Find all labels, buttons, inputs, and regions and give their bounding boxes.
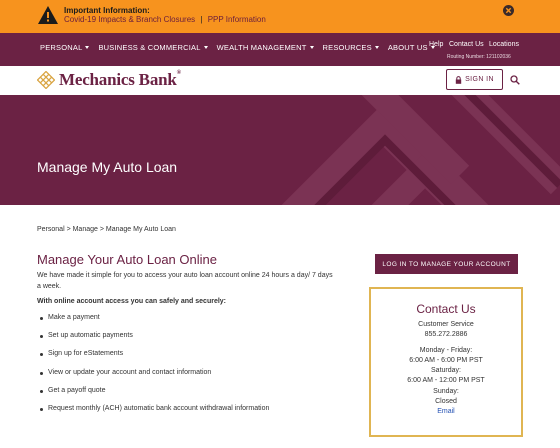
alert-separator: | <box>200 15 203 24</box>
covid-impacts-link[interactable]: Covid-19 Impacts & Branch Closures <box>64 15 196 24</box>
nav-item-about-us[interactable] <box>388 43 435 52</box>
breadcrumb[interactable]: Personal > Manage > Manage My Auto Loan <box>37 226 176 233</box>
search-icon[interactable] <box>510 75 520 85</box>
help-link[interactable]: Help <box>429 41 444 48</box>
page-title: Manage Your Auto Loan Online <box>37 252 217 267</box>
logo-bar <box>0 66 560 95</box>
customer-service-label: Customer Service <box>418 321 474 328</box>
contact-us-link[interactable]: Contact Us <box>449 41 484 48</box>
ppp-information-link[interactable]: PPP Information <box>207 15 266 24</box>
nav-item-resources[interactable] <box>323 43 379 52</box>
nav-item-label: WEALTH MANAGEMENT <box>216 43 307 52</box>
nav-menu <box>40 43 435 52</box>
warning-triangle-icon <box>38 6 58 24</box>
sunday-hours: Closed <box>435 398 457 406</box>
hero-banner <box>0 95 560 205</box>
sign-in-label: SIGN IN <box>465 76 494 83</box>
features-subheading: With online account access you can safely and securely: <box>37 298 227 305</box>
features-list <box>40 314 269 423</box>
weekday-hours: 6:00 AM - 6:00 PM PST <box>409 356 483 364</box>
bank-logo-text[interactable] <box>59 70 181 90</box>
log-in-manage-account-button[interactable]: LOG IN TO MANAGE YOUR ACCOUNT <box>375 254 518 274</box>
list-item: Set up automatic payments <box>40 332 269 350</box>
hero-title: Manage My Auto Loan <box>37 159 178 175</box>
contact-title: Contact Us <box>416 302 476 316</box>
list-item: View or update your account and contact information <box>40 369 269 387</box>
sunday-label: Sunday: <box>433 387 459 395</box>
contact-us-box <box>369 287 523 437</box>
alert-links <box>64 15 266 24</box>
nav-item-label: RESOURCES <box>322 43 372 52</box>
alert-title: Important Information: <box>64 6 150 15</box>
lock-icon <box>455 76 462 84</box>
weekday-label: Monday - Friday: <box>419 346 473 354</box>
list-item: Request monthly (ACH) automatic bank account withdrawal information <box>40 405 269 423</box>
chevron-down-icon <box>375 46 379 49</box>
alert-banner <box>0 0 560 33</box>
phone-number[interactable]: 855.272.2886 <box>424 331 468 339</box>
email-link[interactable]: Email <box>437 408 455 416</box>
contact-details <box>371 320 521 418</box>
sign-in-button[interactable] <box>446 69 503 90</box>
nav-item-personal[interactable] <box>40 43 89 52</box>
chevron-down-icon <box>85 46 89 49</box>
close-circle-icon[interactable] <box>503 5 514 16</box>
main-navigation <box>0 33 560 66</box>
list-item: Sign up for eStatements <box>40 350 269 368</box>
hero-pattern-graphic <box>0 95 560 205</box>
nav-item-wealth-management[interactable] <box>217 43 314 52</box>
chevron-down-icon <box>310 46 314 49</box>
locations-link[interactable]: Locations <box>489 41 519 48</box>
logo-name: Mechanics Bank <box>59 70 177 89</box>
list-item: Make a payment <box>40 314 269 332</box>
chevron-down-icon <box>204 46 208 49</box>
logo-registered-mark: ® <box>176 70 181 76</box>
saturday-label: Saturday: <box>431 367 461 375</box>
nav-item-business-commercial[interactable] <box>98 43 207 52</box>
routing-number: Routing Number: 121102036 <box>447 54 511 60</box>
saturday-hours: 6:00 AM - 12:00 PM PST <box>407 377 485 385</box>
list-item: Get a payoff quote <box>40 387 269 405</box>
nav-item-label: ABOUT US <box>387 43 428 52</box>
bank-logo-icon[interactable] <box>37 71 55 89</box>
nav-item-label: BUSINESS & COMMERCIAL <box>98 43 201 52</box>
intro-paragraph: We have made it simple for you to access your auto loan account online 24 hours a day/ 7 days a week. <box>37 272 333 290</box>
nav-item-label: PERSONAL <box>40 43 83 52</box>
